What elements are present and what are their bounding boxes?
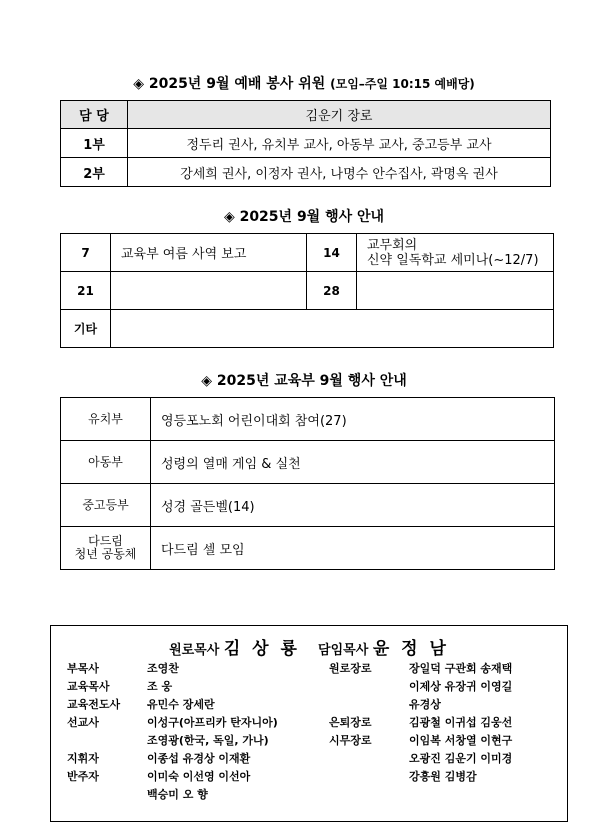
- staff-names: 조 웅: [147, 680, 173, 693]
- staff-role: 원로장로: [329, 662, 372, 675]
- events-section-title: ◈ 2025년 9월 행사 안내: [223, 209, 385, 225]
- table-row: [61, 310, 554, 348]
- event-cell: [357, 234, 554, 272]
- dept-desc-cell: 영등포노회 어린이대회 참여(27): [151, 398, 555, 441]
- staff-line: [67, 660, 179, 676]
- staff-box: [50, 625, 568, 822]
- staff-names: 김광철 이귀섭 김웅선: [409, 716, 513, 729]
- dept-line: 청년 공동체: [74, 547, 137, 561]
- emeritus-label: 원로목사: [169, 643, 220, 658]
- senior-name: 윤 정 남: [372, 639, 449, 659]
- worship-title: ◈ 2025년 9월 예배 봉사 위원: [133, 76, 326, 92]
- staff-names: 조영광(한국, 독일, 가나): [147, 734, 269, 747]
- table-row: [61, 484, 555, 527]
- staff-line: [67, 732, 269, 748]
- day-cell: 7: [61, 234, 111, 272]
- people-cell: 정두리 권사, 유치부 교사, 아동부 교사, 중고등부 교사: [128, 129, 551, 158]
- table-row: [61, 234, 554, 272]
- staff-line: [67, 678, 172, 694]
- edu-table: [60, 397, 555, 570]
- event-cell: [111, 272, 307, 310]
- table-row: [61, 398, 555, 441]
- dept-cell: [61, 527, 151, 570]
- staff-line: [67, 786, 208, 802]
- staff-heading: [51, 634, 567, 659]
- staff-role: 반주자: [67, 770, 99, 783]
- staff-line: [329, 696, 441, 712]
- staff-line: [329, 678, 512, 694]
- day-cell: 14: [307, 234, 357, 272]
- dept-desc-cell: 성령의 열매 게임 & 실천: [151, 441, 555, 484]
- staff-role: 지휘자: [67, 752, 99, 765]
- edu-section-title: ◈ 2025년 교육부 9월 행사 안내: [201, 373, 407, 389]
- staff-role: 은퇴장로: [329, 716, 372, 729]
- staff-names: 이임복 서창열 이현구: [409, 734, 513, 747]
- dept-cell: 아동부: [61, 441, 151, 484]
- table-row: [61, 158, 551, 187]
- staff-line: [67, 750, 250, 766]
- header-cell-role: 담 당: [61, 101, 128, 129]
- staff-names: 장일덕 구관회 송재택: [409, 662, 513, 675]
- dept-desc-cell: 다드림 셀 모임: [151, 527, 555, 570]
- etc-label-cell: 기타: [61, 310, 111, 348]
- staff-line: [329, 768, 477, 784]
- day-cell: 28: [307, 272, 357, 310]
- staff-role: 교육전도사: [67, 698, 121, 711]
- staff-names: 이종섭 유경상 이재환: [147, 752, 251, 765]
- dept-cell: 유치부: [61, 398, 151, 441]
- table-row: [61, 272, 554, 310]
- event-cell: [357, 272, 554, 310]
- events-table: [60, 233, 554, 348]
- dept-desc-cell: 성경 골든벨(14): [151, 484, 555, 527]
- header-cell-leader: 김운기 장로: [128, 101, 551, 129]
- worship-table: [60, 100, 551, 187]
- staff-line: [67, 714, 278, 730]
- staff-line: [329, 660, 512, 676]
- dept-cell: 중고등부: [61, 484, 151, 527]
- staff-role: 교육목사: [67, 680, 110, 693]
- staff-names: 유민수 장세란: [147, 698, 215, 711]
- part-cell: 2부: [61, 158, 128, 187]
- part-cell: 1부: [61, 129, 128, 158]
- people-cell: 강세희 권사, 이정자 권사, 나명수 안수집사, 곽명옥 권사: [128, 158, 551, 187]
- table-row: [61, 441, 555, 484]
- staff-line: [67, 696, 215, 712]
- event-line: 교무회의: [367, 237, 418, 253]
- etc-value-cell: [111, 310, 554, 348]
- staff-names: 백승미 오 향: [147, 788, 208, 801]
- event-cell: 교육부 여름 사역 보고: [111, 234, 307, 272]
- staff-names: 유경상: [409, 698, 441, 711]
- staff-names: 오광진 김운기 이미경: [409, 752, 513, 765]
- event-line: 신약 일독학교 세미나(~12/7): [367, 252, 539, 268]
- staff-names: 이제상 유장귀 이영길: [409, 680, 513, 693]
- day-cell: 21: [61, 272, 111, 310]
- staff-line: [67, 768, 250, 784]
- table-row: [61, 527, 555, 570]
- staff-names: 조영찬: [147, 662, 179, 675]
- table-row: [61, 101, 551, 129]
- worship-section-title: [0, 73, 608, 93]
- emeritus-name: 김 상 룡: [223, 639, 300, 659]
- staff-role: 시무장로: [329, 734, 372, 747]
- staff-line: [329, 750, 512, 766]
- staff-role: 부목사: [67, 662, 99, 675]
- staff-role: 선교사: [67, 716, 99, 729]
- staff-names: 이미숙 이선영 이선아: [147, 770, 251, 783]
- staff-line: [329, 714, 512, 730]
- staff-names: 강흥원 김병감: [409, 770, 477, 783]
- staff-names: 이성구(아프리카 탄자니아): [147, 716, 278, 729]
- senior-label: 담임목사: [318, 643, 369, 658]
- dept-line: 다드림: [88, 534, 123, 548]
- worship-title-note: (모임–주일 10:15 예배당): [330, 77, 475, 91]
- table-row: [61, 129, 551, 158]
- staff-line: [329, 732, 512, 748]
